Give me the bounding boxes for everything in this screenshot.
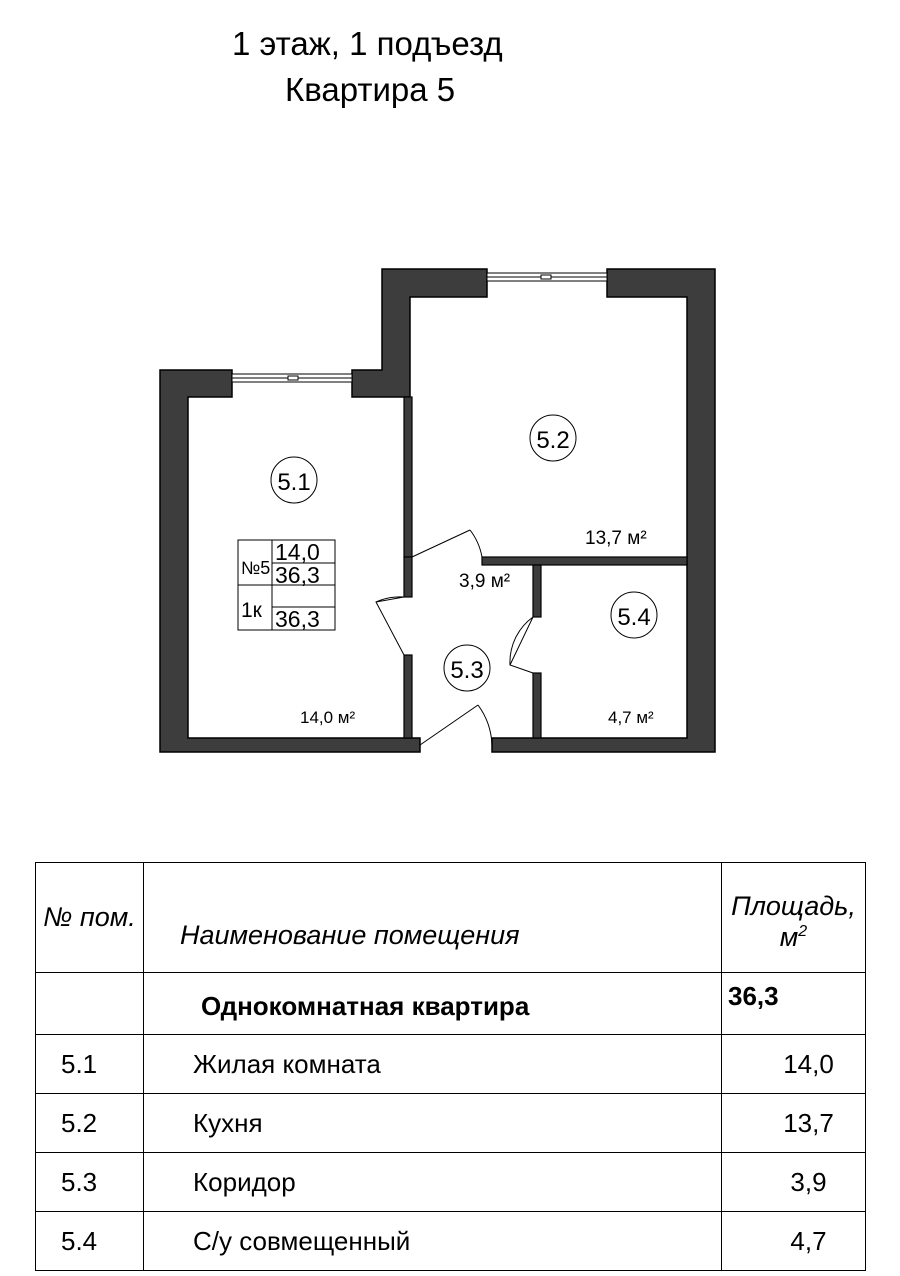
stamp-apartment-number: №5 [241,558,271,578]
row-name: Коридор [144,1153,722,1212]
stamp-total-area-2: 36,3 [275,606,320,632]
table-row [36,1212,866,1271]
room-5-3-area: 3,9 м² [459,571,511,592]
total-number [36,973,144,1035]
wall-right [492,269,715,752]
row-name: Кухня [144,1094,722,1153]
exterior-walls [160,269,715,752]
row-area: 14,0 [722,1035,866,1094]
room-5-1-area: 14,0 м² [300,708,356,727]
partition-bath-top [533,565,541,617]
table-total-row [36,973,866,1035]
row-number: 5.2 [36,1094,144,1153]
total-name: Однокомнатная квартира [144,973,722,1035]
room-5-4-area: 4,7 м² [608,708,654,727]
row-name: Жилая комната [144,1035,722,1094]
table-row [36,1035,866,1094]
partition-kitchen-bottom [482,557,687,565]
row-number: 5.4 [36,1212,144,1271]
header-area: Площадь, $м^2$ [722,863,866,973]
room-5-2-area: 13,7 м² [585,528,647,549]
row-name: С/у совмещенный [144,1212,722,1271]
partition-bath-bottom [533,673,541,738]
room-5-2-label: 5.2 [536,427,570,454]
wall-top-mid [352,269,487,397]
table-row [36,1153,866,1212]
stamp-rooms-count: 1к [241,599,262,622]
row-number: 5.1 [36,1035,144,1094]
door-room-5-1 [376,597,404,655]
header-number: № пом. [36,863,144,973]
room-5-4-label: 5.4 [617,604,651,631]
apartment-title: Квартира 5 [285,71,456,108]
row-area: 4,7 [722,1212,866,1271]
table-row [36,1094,866,1153]
row-area: 13,7 [722,1094,866,1153]
row-number: 5.3 [36,1153,144,1212]
partition-5-1-mid [404,557,412,597]
door-bathroom [510,617,533,673]
header-name: Наименование помещения [144,863,722,973]
room-labels [271,415,657,691]
partition-5-1-low [404,655,412,738]
table-header-row [36,863,866,973]
door-entrance [420,705,492,745]
room-5-3-label: 5.3 [450,657,484,684]
stamp-living-area: 14,0 [275,539,320,565]
door-kitchen [412,530,482,557]
total-area: 36,3 [722,973,866,1035]
partition-5-1-top [404,397,412,557]
floor-entrance-title: 1 этаж, 1 подъезд [232,25,503,62]
rooms-table [35,862,866,1271]
stamp-total-area: 36,3 [275,562,320,588]
row-area: 3,9 [722,1153,866,1212]
room-5-1-label: 5.1 [277,469,311,496]
